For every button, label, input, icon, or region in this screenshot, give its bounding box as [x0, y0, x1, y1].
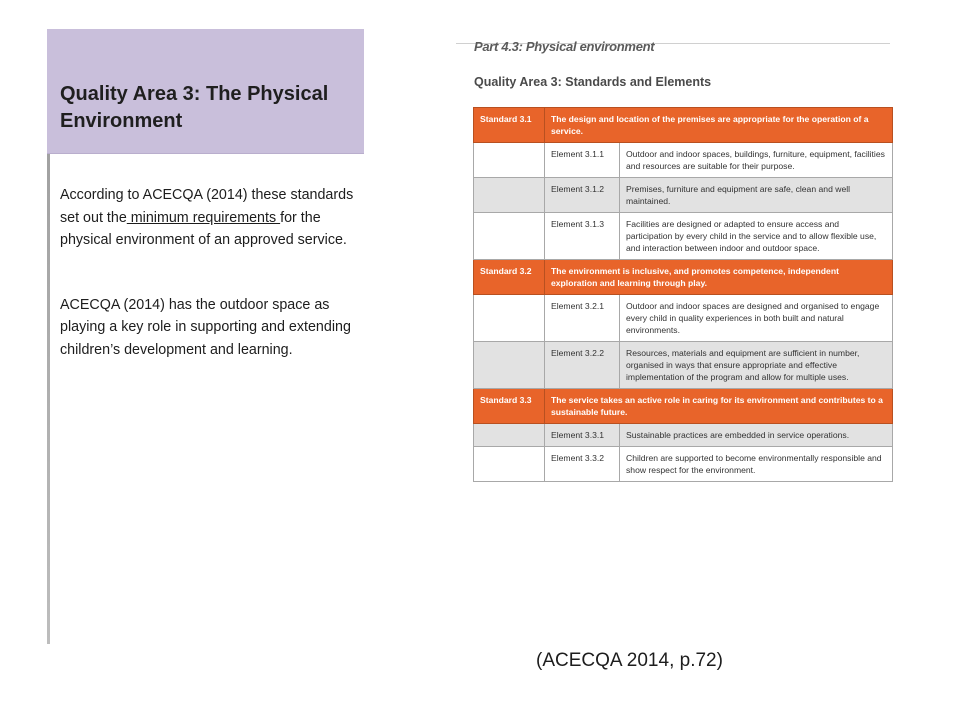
paragraph-standards-end: for the physical environment of an approved service.	[60, 209, 347, 248]
standard-code: Standard 3.3	[474, 389, 545, 424]
element-code: Element 3.1.3	[545, 213, 620, 260]
element-code: Element 3.1.2	[545, 178, 620, 213]
element-row	[474, 213, 893, 260]
blank-cell	[474, 213, 545, 260]
paragraph-standards	[60, 184, 360, 252]
element-text: Sustainable practices are embedded in service operations.	[620, 424, 893, 447]
element-text: Outdoor and indoor spaces are designed and organised to engage every child in quality experiences in both built and natural environments.	[620, 295, 893, 342]
blank-cell	[474, 424, 545, 447]
element-row	[474, 295, 893, 342]
element-row	[474, 424, 893, 447]
standard-code: Standard 3.1	[474, 108, 545, 143]
blank-cell	[474, 143, 545, 178]
blank-cell	[474, 342, 545, 389]
element-row	[474, 342, 893, 389]
paragraph-standards-start: According to ACECQA (2014) these standards set out the	[60, 187, 354, 226]
standard-code: Standard 3.2	[474, 260, 545, 295]
element-code: Element 3.1.1	[545, 143, 620, 178]
element-row	[474, 447, 893, 482]
element-text: Facilities are designed or adapted to ensure access and participation by every child in the service and to allow flexible use, and interaction between indoor and outdoor space.	[620, 213, 893, 260]
standard-row	[474, 260, 893, 295]
title-box	[47, 29, 364, 153]
element-row	[474, 178, 893, 213]
text-panel	[47, 29, 364, 644]
standard-text: The design and location of the premises are appropriate for the operation of a service.	[545, 108, 893, 143]
paragraph-outdoor-space: ACECQA (2014) has the outdoor space as playing a key role in supporting and extending children’s development and learning.	[60, 296, 351, 358]
blank-cell	[474, 178, 545, 213]
element-code: Element 3.3.1	[545, 424, 620, 447]
standards-table	[473, 107, 893, 482]
image-caption: (ACECQA 2014, p.72)	[536, 650, 723, 671]
element-text: Premises, furniture and equipment are safe, clean and well maintained.	[620, 178, 893, 213]
element-text: Outdoor and indoor spaces, buildings, furniture, equipment, facilities and resources are suitable for their purpose.	[620, 143, 893, 178]
body-text	[60, 184, 360, 361]
element-text: Resources, materials and equipment are sufficient in number, organised in ways that ensure appropriate and effective implementation of the program and allow for multiple uses.	[620, 342, 893, 389]
element-code: Element 3.2.2	[545, 342, 620, 389]
underlined-phrase: minimum requirements	[126, 209, 281, 226]
element-code: Element 3.3.2	[545, 447, 620, 482]
document-part-title: Part 4.3: Physical environment	[474, 39, 655, 54]
standard-row	[474, 389, 893, 424]
blank-cell	[474, 447, 545, 482]
element-row	[474, 143, 893, 178]
standard-row	[474, 108, 893, 143]
element-code: Element 3.2.1	[545, 295, 620, 342]
blank-cell	[474, 295, 545, 342]
slide-title: Quality Area 3: The Physical Environment	[60, 83, 329, 132]
standard-text: The service takes an active role in caring for its environment and contributes to a sustainable future.	[545, 389, 893, 424]
element-text: Children are supported to become environmentally responsible and show respect for the environment.	[620, 447, 893, 482]
document-section-title: Quality Area 3: Standards and Elements	[474, 75, 712, 89]
standard-text: The environment is inclusive, and promotes competence, independent exploration and learning through play.	[545, 260, 893, 295]
standards-document-image	[456, 38, 890, 638]
